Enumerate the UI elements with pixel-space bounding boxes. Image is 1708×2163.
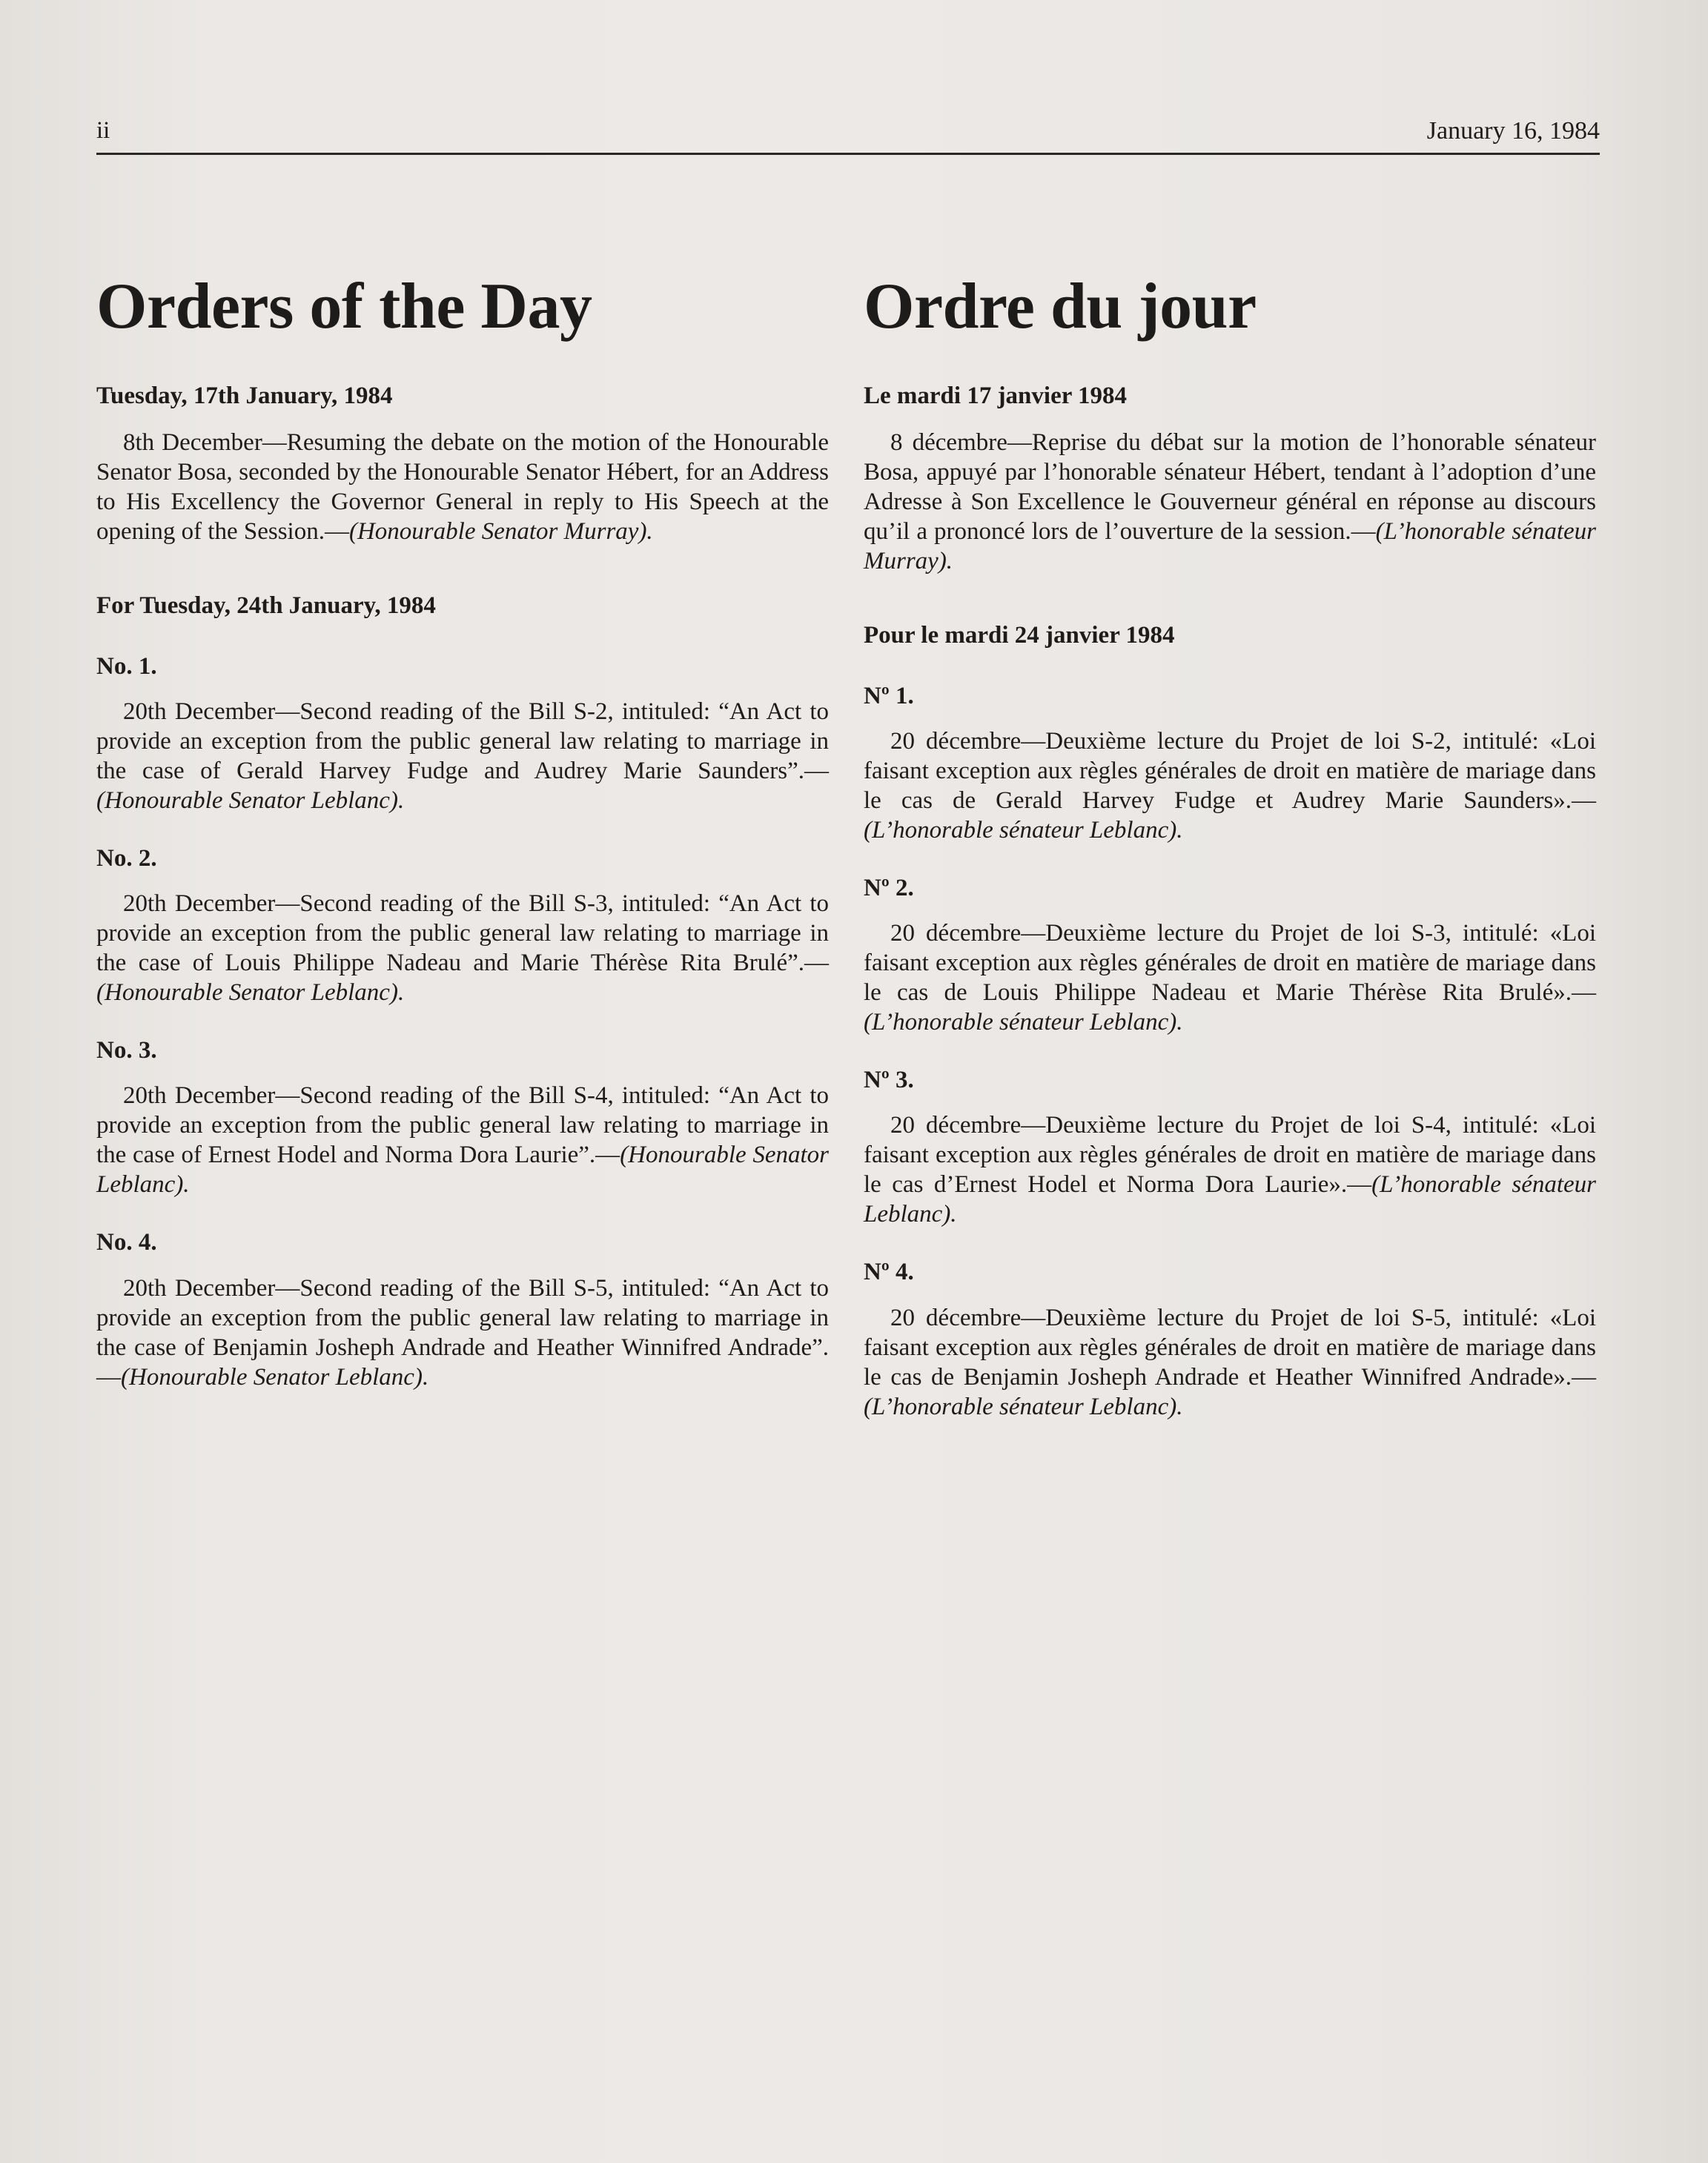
english-item-text: 20th December—Second reading of the Bill S-3, intituled: “An Act to provide an exception from the public general law relating to marriage in the case of Louis Philippe Nadeau and Marie Thérèse Rita Brulé”.— xyxy=(96,890,829,976)
page-header xyxy=(96,117,1600,155)
french-intro-paragraph xyxy=(864,428,1596,576)
english-item-text: 20th December—Second reading of the Bill S-5, intituled: “An Act to provide an exception from the public general law relating to marriage in the case of Benjamin Josheph Andrade and Heather Winnifred Andrade”.— xyxy=(96,1274,829,1391)
french-item-paragraph xyxy=(864,918,1596,1037)
french-title: Ordre du jour xyxy=(864,271,1257,342)
english-item-number: No. 3. xyxy=(96,1037,157,1064)
french-item-paragraph xyxy=(864,1303,1596,1422)
english-intro-paragraph xyxy=(96,428,829,546)
english-item-paragraph xyxy=(96,889,829,1007)
french-item-number: Nº 1. xyxy=(864,682,914,709)
english-item-paragraph xyxy=(96,1081,829,1199)
french-item-attribution: (L’honorable sénateur Leblanc). xyxy=(864,1171,1596,1228)
english-item-attribution: (Honourable Senator Leblanc). xyxy=(96,786,405,814)
french-item-attribution: (L’honorable sénateur Leblanc). xyxy=(864,1009,1183,1036)
english-item-text: 20th December—Second reading of the Bill S-4, intituled: “An Act to provide an exception from the public general law relating to marriage in the case of Ernest Hodel and Norma Dora Laurie”.— xyxy=(96,1082,829,1169)
french-item xyxy=(864,873,1596,1037)
english-title: Orders of the Day xyxy=(96,271,592,342)
english-item-attribution: (Honourable Senator Leblanc). xyxy=(121,1363,429,1391)
english-item-number: No. 4. xyxy=(96,1229,157,1256)
english-item-number: No. 2. xyxy=(96,844,157,872)
english-item-text: 20th December—Second reading of the Bill S-2, intituled: “An Act to provide an exception from the public general law relating to marriage in the case of Gerald Harvey Fudge and Audrey Marie Saunders”.— xyxy=(96,698,829,784)
french-item-number: Nº 4. xyxy=(864,1259,914,1286)
english-column xyxy=(96,271,829,1392)
english-item-paragraph xyxy=(96,1273,829,1392)
french-item xyxy=(864,681,1596,845)
english-item-attribution: (Honourable Senator Leblanc). xyxy=(96,1142,829,1199)
french-item-attribution: (L’honorable sénateur Leblanc). xyxy=(864,1393,1183,1420)
header-date: January 16, 1984 xyxy=(1426,117,1600,145)
english-item-number: No. 1. xyxy=(96,652,157,680)
english-item-attribution: (Honourable Senator Leblanc). xyxy=(96,979,405,1006)
page-number: ii xyxy=(96,117,110,144)
english-subheading: For Tuesday, 24th January, 1984 xyxy=(96,592,436,620)
french-item-paragraph xyxy=(864,726,1596,845)
english-intro-text: 8th December—Resuming the debate on the motion of the Honourable Senator Bosa, seconded by the Honourable Senator Hébert, for an Address to His Excellency the Governor General in reply to His Speech at the opening of the Session.— xyxy=(96,429,829,546)
english-item xyxy=(96,1036,829,1199)
english-item xyxy=(96,1228,829,1391)
french-item-text: 20 décembre—Deuxième lecture du Projet de loi S-2, intitulé: «Loi faisant exception aux règles générales de droit en matière de mariage dans le cas de Gerald Harvey Fudge et Audrey Marie Saunders».— xyxy=(864,727,1596,814)
french-item xyxy=(864,1257,1596,1421)
english-item xyxy=(96,844,829,1007)
french-item-text: 20 décembre—Deuxième lecture du Projet de loi S-4, intitulé: «Loi faisant exception aux règles générales de droit en matière de mariage dans le cas d’Ernest Hodel et Norma Dora Laurie».— xyxy=(864,1112,1596,1199)
english-item-paragraph xyxy=(96,697,829,815)
french-item-attribution: (L’honorable sénateur Leblanc). xyxy=(864,816,1183,844)
french-intro-attribution: (L’honorable sénateur Murray). xyxy=(864,518,1596,575)
french-item xyxy=(864,1065,1596,1229)
french-subheading: Pour le mardi 24 janvier 1984 xyxy=(864,622,1175,649)
french-item-number: Nº 3. xyxy=(864,1067,914,1093)
english-item xyxy=(96,652,829,815)
french-intro-text: 8 décembre—Reprise du débat sur la motion de l’honorable sénateur Bosa, appuyé par l’honorable sénateur Hébert, tendant à l’adoption d’une Adresse à Son Excellence le Gouverneur général en réponse au discours qu’il a prononcé lors de l’ouverture de la session.— xyxy=(864,429,1596,546)
french-item-paragraph xyxy=(864,1110,1596,1229)
french-item-text: 20 décembre—Deuxième lecture du Projet de loi S-3, intitulé: «Loi faisant exception aux règles générales de droit en matière de mariage dans le cas de Louis Philippe Nadeau et Marie Thérèse Rita Brulé».— xyxy=(864,920,1596,1006)
french-item-number: Nº 2. xyxy=(864,874,914,901)
french-column xyxy=(864,271,1596,1422)
english-date-line: Tuesday, 17th January, 1984 xyxy=(96,382,393,409)
english-intro-attribution: (Honourable Senator Murray). xyxy=(348,518,653,546)
french-date-line: Le mardi 17 janvier 1984 xyxy=(864,382,1128,409)
french-item-text: 20 décembre—Deuxième lecture du Projet de loi S-5, intitulé: «Loi faisant exception aux règles générales de droit en matière de mariage dans le cas de Benjamin Josheph Andrade et Heather Winnifred Andrade».— xyxy=(864,1304,1596,1391)
